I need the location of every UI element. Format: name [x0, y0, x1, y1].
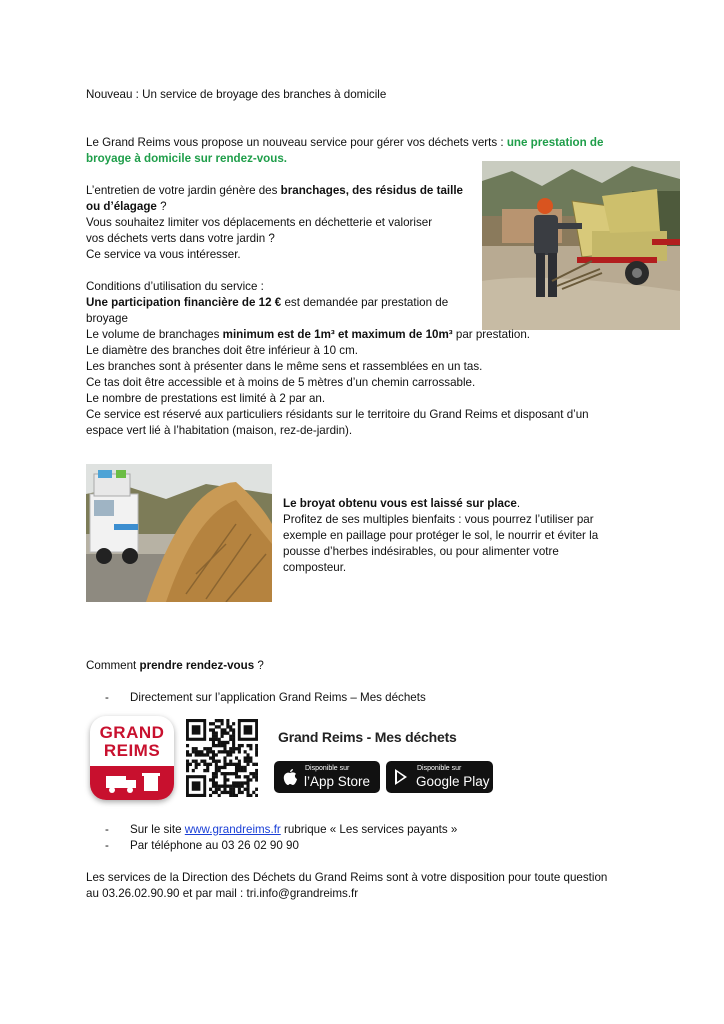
- rdv-item-phone: Par téléphone au 03 26 02 90 90: [130, 839, 299, 852]
- condition-direction: Les branches sont à présenter dans le même sens et rassemblées en un tas.: [86, 360, 483, 373]
- condition-garden: espace vert lié à l’habitation (maison, rez-de-jardin).: [86, 424, 353, 437]
- broyat-line-3: exemple en paillage pour protéger le sol, le nourrir et éviter la: [283, 529, 599, 542]
- rdv-item-app: Directement sur l’application Grand Reims – Mes déchets: [130, 691, 426, 704]
- bullet-dash: -: [105, 839, 109, 852]
- google-play-button[interactable]: [386, 761, 493, 793]
- website-text: Sur le site: [130, 823, 185, 836]
- p1-text-a: L’entretien de votre jardin génère des: [86, 184, 281, 197]
- condition-price-bold: Une participation financière de 12 €: [86, 296, 282, 309]
- condition-limit: Le nombre de prestations est limité à 2 par an.: [86, 392, 326, 405]
- app-name: Grand Reims - Mes déchets: [278, 729, 457, 745]
- p1-line-2: [86, 199, 167, 215]
- p1-line-3: Vous souhaitez limiter vos déplacements en déchetterie et valoriser: [86, 216, 433, 229]
- p1-line-1: [86, 183, 463, 199]
- wood-chipper-photo: [482, 161, 680, 330]
- condition-price-end: broyage: [86, 312, 128, 325]
- page-title: Nouveau : Un service de broyage des branches à domicile: [86, 88, 387, 101]
- mulch-pile-illustration: [86, 464, 272, 602]
- rdv-text-c: ?: [254, 659, 264, 672]
- logo-grand-text: GRAND: [99, 723, 165, 742]
- truck-bin-icon: [90, 766, 174, 800]
- condition-volume-end: par prestation.: [452, 328, 530, 341]
- intro-line-1: [86, 135, 603, 151]
- mulch-pile-photo: [86, 464, 272, 602]
- bullet-dash: -: [105, 823, 109, 836]
- condition-volume-text: Le volume de branchages: [86, 328, 223, 341]
- broyat-line-5: composteur.: [283, 561, 347, 574]
- p1-line-4: vos déchets verts dans votre jardin ?: [86, 232, 275, 245]
- intro-highlight-2: broyage à domicile sur rendez-vous.: [86, 152, 288, 165]
- qr-code-icon: [186, 719, 258, 797]
- intro-text: Le Grand Reims vous propose un nouveau service pour gérer vos déchets verts :: [86, 136, 507, 149]
- apple-icon: [282, 768, 298, 786]
- app-store-big-text: l’App Store: [304, 774, 371, 789]
- condition-volume-bold: minimum est de 1m³ et maximum de 10m³: [222, 328, 453, 341]
- p1-bold-b: ou d’élagage: [86, 200, 157, 213]
- rdv-text-a: Comment: [86, 659, 140, 672]
- app-store-small-text: Disponible sur: [305, 765, 350, 772]
- condition-price: [86, 295, 448, 311]
- qr-code[interactable]: [186, 719, 258, 797]
- broyat-line-4: pousse d’herbes indésirables, ou pour alimenter votre: [283, 545, 559, 558]
- condition-access: Ce tas doit être accessible et à moins de 5 mètres d’un chemin carrossable.: [86, 376, 476, 389]
- p1-text-b: ?: [156, 200, 167, 213]
- footer-line-1: Les services de la Direction des Déchets du Grand Reims sont à votre disposition pour toute question: [86, 871, 608, 884]
- google-play-small-text: Disponible sur: [417, 765, 462, 772]
- website-link[interactable]: www.grandreims.fr: [184, 823, 281, 836]
- logo-reims-text: REIMS: [103, 741, 161, 760]
- rdv-item-website: [130, 822, 457, 838]
- website-rubrique: rubrique « Les services payants »: [280, 823, 458, 836]
- footer-line-2: au 03.26.02.90.90 et par mail : tri.info@grandreims.fr: [86, 887, 359, 900]
- broyat-period: .: [516, 497, 521, 510]
- google-play-icon: [394, 768, 410, 786]
- google-play-big-text: Google Play: [416, 774, 490, 789]
- condition-diameter: Le diamètre des branches doit être inférieur à 10 cm.: [86, 344, 358, 357]
- conditions-heading: Conditions d’utilisation du service :: [86, 280, 264, 293]
- condition-price-text: est demandée par prestation de: [281, 296, 449, 309]
- grand-reims-app-logo[interactable]: [90, 716, 174, 800]
- broyat-line-2: Profitez de ses multiples bienfaits : vous pourrez l’utiliser par: [283, 513, 594, 526]
- p1-bold-a: branchages, des résidus de taille: [280, 184, 464, 197]
- wood-chipper-illustration: [482, 161, 680, 330]
- bullet-dash: -: [105, 691, 109, 704]
- app-store-button[interactable]: [274, 761, 380, 793]
- broyat-bold: Le broyat obtenu vous est laissé sur place: [283, 497, 517, 510]
- condition-volume: [86, 327, 530, 343]
- condition-residents: Ce service est réservé aux particuliers résidants sur le territoire du Grand Reims et disposant d’un: [86, 408, 589, 421]
- intro-highlight-1: une prestation de: [506, 136, 604, 149]
- logo-red-band: [90, 766, 174, 800]
- rdv-bold: prendre rendez-vous: [139, 659, 255, 672]
- broyat-heading: [283, 496, 520, 512]
- p1-line-5: Ce service va vous intéresser.: [86, 248, 241, 261]
- rdv-question: [86, 658, 264, 674]
